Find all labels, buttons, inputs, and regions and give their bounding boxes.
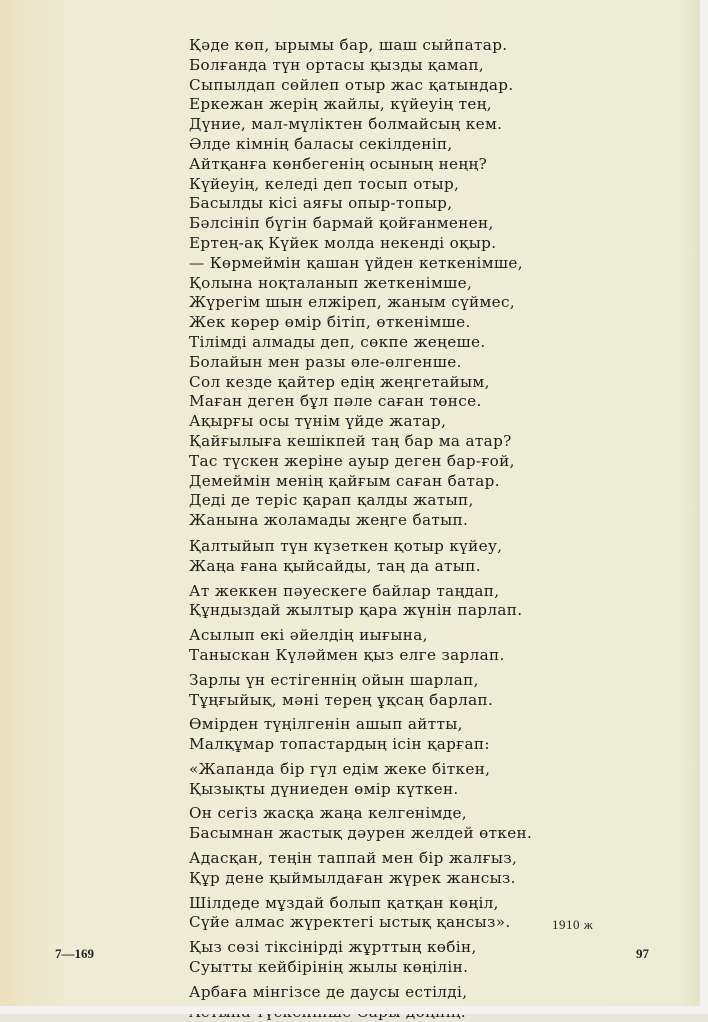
poem-continuous-block xyxy=(189,36,549,531)
poem-line: Жаңа ғана қыйсайды, таң да атып. xyxy=(189,556,481,575)
poem-line: Зарлы үн естігеннің ойын шарлап, xyxy=(189,670,479,689)
poem-line: Тілімді алмады деп, сөкпе жеңеше. xyxy=(189,332,486,351)
poem-line: Шілдеде мұздай болып қатқан көңіл, xyxy=(189,893,499,912)
poem-line: Болғанда түн ортасы қызды қамап, xyxy=(189,55,485,74)
couplet xyxy=(189,537,549,577)
poem-line: Өмірден түңілгенін ашып айтты, xyxy=(189,715,463,734)
printer-signature-mark: 7—169 xyxy=(55,946,94,961)
couplet xyxy=(189,760,549,800)
poem-line: — Көрмеймін қашан үйден кеткенімше, xyxy=(189,253,523,272)
poem-line: Күйеуің, келеді деп тосып отыр, xyxy=(189,174,460,193)
couplet xyxy=(189,582,549,622)
poem-line: Қолына ноқталанып жеткенімше, xyxy=(189,273,473,292)
poem-line: Тас түскен жеріне ауыр деген бар-ғой, xyxy=(189,451,515,470)
poem-line: Құр дене қыймылдаған жүрек жансыз. xyxy=(189,868,516,887)
poem-line: Адасқан, теңін таппай мен бір жалғыз, xyxy=(189,849,518,868)
poem-line: Асылып екі әйелдің иығына, xyxy=(189,626,428,645)
couplet xyxy=(189,983,549,1022)
poem-line: Ат жеккен пәуескеге байлар таңдап, xyxy=(189,581,500,600)
poem-line: Құндыздай жылтыр қара жүнін парлап. xyxy=(189,601,523,620)
couplet xyxy=(189,849,549,889)
poem-text xyxy=(189,36,549,1022)
poem-line: Болайын мен разы өле-өлгенше. xyxy=(189,352,462,371)
poem-line: Сүйе алмас жүректегі ыстық қансыз». xyxy=(189,913,511,932)
couplet xyxy=(189,715,549,755)
couplet xyxy=(189,626,549,666)
poem-line: Таныскан Күләймен қыз елге зарлап. xyxy=(189,645,505,664)
poem-line: Басымнан жастық дәурен желдей өткен. xyxy=(189,824,533,843)
poem-line: Қәде көп, ырымы бар, шаш сыйпатар. xyxy=(189,36,508,54)
poem-line: Басылды кісі аяғы опыр-топыр, xyxy=(189,194,453,213)
poem-line: Арбаға мінгізсе де даусы естілді, xyxy=(189,982,468,1001)
poem-line: Малқұмар топастардың ісін қарғап: xyxy=(189,735,490,754)
page-edge-bottom xyxy=(0,1006,708,1014)
poem-line: Дүние, мал-мүліктен болмайсың кем. xyxy=(189,115,503,134)
poem-line: Айтқанға көнбегенің осының неңң? xyxy=(189,154,488,173)
poem-line: Қалтыйып түн күзеткен қотыр күйеу, xyxy=(189,536,503,555)
poem-line: Қыз сөзі тіксінірді жұрттың көбін, xyxy=(189,938,477,957)
poem-line: Жанына жоламады жеңге батып. xyxy=(189,511,469,530)
page-number: 97 xyxy=(636,946,649,961)
poem-line: Демеймін менің қайғым саған батар. xyxy=(189,471,500,490)
poem-line: Жек көрер өмір бітіп, өткенімше. xyxy=(189,313,471,332)
poem-couplets-block xyxy=(189,537,549,1022)
couplet xyxy=(189,938,549,978)
poem-line: Әлде кімнің баласы секілденіп, xyxy=(189,134,453,153)
poem-line: Тұңғыйық, мәні терең ұқсаң барлап. xyxy=(189,690,494,709)
couplet xyxy=(189,671,549,711)
poem-line: Қызықты дүниеден өмір күткен. xyxy=(189,779,459,798)
couplet xyxy=(189,804,549,844)
couplet xyxy=(189,894,549,934)
poem-line: Еркежан жерің жайлы, күйеуің тең, xyxy=(189,95,492,114)
poem-line: Ертең-ақ Күйек молда некенді оқыр. xyxy=(189,233,497,252)
poem-line: Сол кезде қайтер едің жеңгетайым, xyxy=(189,372,490,391)
poem-line: Суытты кейбірінің жылы көңілін. xyxy=(189,958,469,977)
poem-line: Он сегіз жасқа жаңа келгенімде, xyxy=(189,804,467,823)
poem-line: Қайғылыға кешікпей таң бар ма атар? xyxy=(189,431,512,450)
page-edge-right xyxy=(700,0,708,1014)
poem-line: Сыпылдап сөйлеп отыр жас қатындар. xyxy=(189,75,514,94)
poem-line: Ақырғы осы түнім үйде жатар, xyxy=(189,412,447,431)
poem-line: Жүрегім шын елжіреп, жаным сүймес, xyxy=(189,293,516,312)
poem-line: Деді де теріс қарап қалды жатып, xyxy=(189,491,474,510)
poem-date: 1910 ж xyxy=(552,917,594,932)
poem-line: Маған деген бұл пәле саған төнсе. xyxy=(189,392,482,411)
poem-line: «Жапанда бір гүл едім жеке біткен, xyxy=(189,759,491,778)
poem-line: Бәлсініп бүгін бармай қойғанменен, xyxy=(189,214,494,233)
